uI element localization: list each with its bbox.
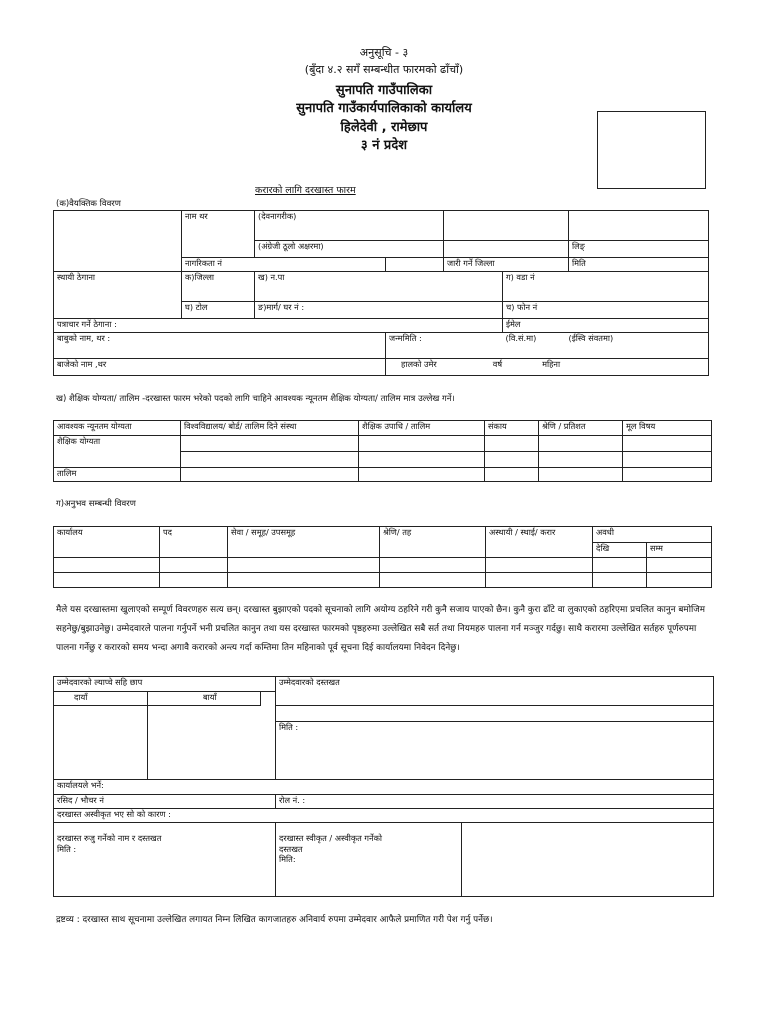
edu-cell[interactable]: [539, 468, 623, 482]
current-age-label: हालको उमेर: [401, 359, 437, 369]
edu-cell[interactable]: [181, 452, 359, 468]
exp-cell[interactable]: [647, 558, 712, 573]
declaration-text: मैले यस दरखास्तमा खुलाएको सम्पूर्ण विवरणहरु सत्य छन्। दरखास्त बुझाएको पदको सूचनाको लागि अयोग्य ठहरिने गरी कुनै सजाय पाएको छैन। कुनै कुरा ढाँटे वा लुकाएको ठहरिएमा प्रचलित कानुन बमोजिम सहनेछु/बुझाउनेछु। उम्मेदवारले पालना गर्नुपर्ने भनी प्रचलित कानुन तथा यस दरखास्त फारमको पृष्ठहरुमा उल्लेखित सबै सर्त तथा नियमहरु पालना गर्न मञ्जुर गर्दछु। साथै करारमा उल्लेखित सर्तहरु पूर्णरुपमा पालना गर्नेछु र करारको समय भन्दा अगावै करारको अन्त्य गर्दा कम्तिमा तिन महिनाको पूर्व सूचना दिई कार्यालयमा निवेदन दिनेछु।: [56, 605, 706, 653]
exp-col-to: सम्म: [647, 543, 712, 558]
district-label: क)जिल्ला: [182, 272, 255, 302]
edu-col-degree: शैक्षिक उपाधि / तालिम: [359, 421, 485, 436]
tole-label: घ) टोल: [182, 302, 255, 319]
left-thumb-label: बायाँ: [148, 692, 261, 706]
grandfather-name-label: बाजेको नाम ,थर: [54, 359, 386, 376]
phone-label: च) फोन नं: [503, 302, 709, 319]
submitter-cell: [54, 823, 276, 897]
age-years-label: वर्ष: [492, 359, 503, 369]
schedule-label: अनुसूचि - ३: [359, 46, 409, 59]
signature-table: [53, 676, 714, 897]
office-location: हिलेदेवी , रामेछाप: [340, 120, 428, 135]
exp-cell[interactable]: [486, 573, 593, 588]
edu-col-institution: विश्वविद्यालय/ बोर्ड/ तालिम दिने संस्था: [181, 421, 359, 436]
devanagari-extra-field[interactable]: [569, 211, 709, 241]
signature-date-label: मिति :: [276, 722, 714, 780]
exp-cell[interactable]: [160, 573, 228, 588]
edu-cell[interactable]: [623, 468, 712, 482]
ward-label: ग) वडा नं: [503, 272, 709, 302]
approver-label: दरखास्त स्वीकृत / अस्वीकृत गर्नेको: [279, 833, 382, 843]
right-thumb-label: दायाँ: [54, 692, 148, 706]
candidate-signature-field[interactable]: [276, 706, 714, 722]
province-name: ३ नं प्रदेश: [360, 138, 408, 153]
photo-blank-cell: [54, 211, 182, 272]
english-label: (अंग्रेजी ठूलो अक्षरमा): [255, 241, 444, 258]
exp-cell[interactable]: [54, 573, 160, 588]
rule-reference: (बुँदा ४.२ सगँ सम्बन्धीत फारमको ढाँचाँ): [304, 63, 464, 76]
office-name: सुनापति गाउँकार्यपालिकाको कार्यालय: [296, 101, 472, 116]
exp-col-post: पद: [160, 527, 228, 558]
dob-bs-label: (वि.सं.मा): [503, 333, 569, 359]
dob-ad-label: (ईस्वि संवतमा): [569, 333, 709, 359]
edu-cell[interactable]: [539, 436, 623, 452]
exp-cell[interactable]: [647, 573, 712, 588]
edu-cell[interactable]: [539, 452, 623, 468]
edu-col-major: मूल विषय: [623, 421, 712, 436]
exp-cell[interactable]: [228, 573, 380, 588]
edu-col-faculty: संकाय: [485, 421, 539, 436]
left-thumb-box[interactable]: [148, 706, 261, 780]
municipality-name: सुनापति गाउँपालिका: [335, 83, 433, 98]
exp-col-from: देखि: [593, 543, 647, 558]
exp-col-service: सेवा / समूह/ उपसमूह: [228, 527, 380, 558]
road-house-label: ङ)मार्ग/ घर नं :: [255, 302, 503, 319]
exp-col-office: कार्यालय: [54, 527, 160, 558]
edu-cell[interactable]: [485, 452, 539, 468]
exp-col-type: अस्थायी / स्थाई/ करार: [486, 527, 593, 558]
education-heading: ख) शैक्षिक योग्यता/ तालिम -दरखास्त फारम भरेको पदको लागि चाहिने आवश्यक न्यूनतम शैक्षिक योग्यता/ तालिम मात्र उल्लेख गर्ने।: [56, 394, 455, 404]
edu-cell[interactable]: [359, 452, 485, 468]
experience-heading: ग)अनुभव सम्बन्धी विवरण: [56, 499, 136, 509]
edu-cell[interactable]: [485, 436, 539, 452]
exp-cell[interactable]: [228, 558, 380, 573]
father-name-field[interactable]: [255, 333, 386, 359]
approver-cell: [276, 823, 462, 897]
edu-col-min-qualification: आवश्यक न्यूनतम योग्यता: [54, 421, 181, 436]
devanagari-name-field[interactable]: [444, 211, 569, 241]
candidate-signature-label: उम्मेदवारको दस्तखत: [276, 677, 714, 706]
thumbprint-label: उम्मेदवारको ल्याप्चे सहि छाप: [54, 677, 276, 692]
issue-date-label: मिति: [569, 258, 709, 272]
edu-cell[interactable]: [359, 436, 485, 452]
father-name-label: बाबुको नाम, थर :: [54, 333, 255, 359]
edu-col-division: श्रेणि / प्रतिशत: [539, 421, 623, 436]
edu-cell[interactable]: [181, 436, 359, 452]
photo-box: [597, 111, 706, 189]
issued-district-label: जारी गर्ने जिल्ला: [444, 258, 569, 272]
note-text: द्रष्टव्य : दरखास्त साथ सूचनामा उल्लेखित लगायत निम्न लिखित कागजातहरु अनिवार्य रुपमा उम्मेदवार आफैले प्रमाणित गरी पेश गर्नु पर्नेछ।: [56, 915, 493, 925]
submitter-date-label: मिति :: [57, 843, 77, 854]
name-label: नाम थर: [182, 211, 255, 258]
education-table: [53, 420, 712, 482]
edu-cell[interactable]: [359, 468, 485, 482]
exp-cell[interactable]: [380, 573, 486, 588]
edu-cell[interactable]: [623, 436, 712, 452]
exp-col-duration: अवधी: [593, 527, 712, 543]
exp-cell[interactable]: [160, 558, 228, 573]
municipality-label: ख) न.पा: [255, 272, 503, 302]
email-label: ईमेल: [503, 319, 709, 333]
current-age-row: [386, 359, 709, 376]
roll-number-label: रोल नं. :: [276, 795, 714, 809]
receipt-label: रसिद / भौचर नं: [54, 795, 276, 809]
approver-sign-label: दस्तखत: [279, 843, 303, 854]
office-use-label: कार्यालयले भर्ने:: [54, 780, 714, 795]
age-months-label: महिना: [542, 359, 561, 369]
right-thumb-box[interactable]: [54, 706, 148, 780]
gender-label: लिङ्: [569, 241, 709, 258]
exp-cell[interactable]: [593, 558, 647, 573]
english-name-field[interactable]: [444, 241, 569, 258]
approver-signature-field[interactable]: [462, 823, 714, 897]
mailing-address-label: पत्राचार गर्ने ठेगाना :: [54, 319, 503, 333]
edu-row-qualification: शैक्षिक योग्यता: [54, 436, 181, 468]
submitter-label: दरखास्त रुजु गर्नेको नाम र दस्तखत: [57, 833, 162, 843]
permanent-address-label: स्थायी ठेगाना: [54, 272, 182, 319]
citizenship-field[interactable]: [386, 258, 444, 272]
edu-cell[interactable]: [623, 452, 712, 468]
edu-row-training: तालिम: [54, 468, 181, 482]
exp-cell[interactable]: [593, 573, 647, 588]
thumb-spacer: [261, 692, 276, 706]
approver-date-label: मिति:: [279, 854, 296, 865]
rejection-reason-label: दरखास्त अस्वीकृत भए सो को कारण :: [54, 809, 714, 823]
exp-cell[interactable]: [380, 558, 486, 573]
experience-table: [53, 526, 712, 588]
exp-cell[interactable]: [54, 558, 160, 573]
exp-col-level: श्रेणि/ तह: [380, 527, 486, 558]
edu-cell[interactable]: [485, 468, 539, 482]
form-title: करारको लागि दरखास्त फारम: [255, 185, 356, 196]
dob-label: जन्ममिति :: [386, 333, 503, 359]
edu-cell[interactable]: [181, 468, 359, 482]
personal-heading: (क)वैयक्तिक विवरण: [56, 199, 121, 209]
devanagari-label: (देवनागरीक): [255, 211, 444, 241]
exp-cell[interactable]: [486, 558, 593, 573]
thumb-spacer: [261, 706, 276, 780]
citizenship-label: नागरिकता नं: [182, 258, 386, 272]
personal-details-table: [53, 210, 709, 376]
